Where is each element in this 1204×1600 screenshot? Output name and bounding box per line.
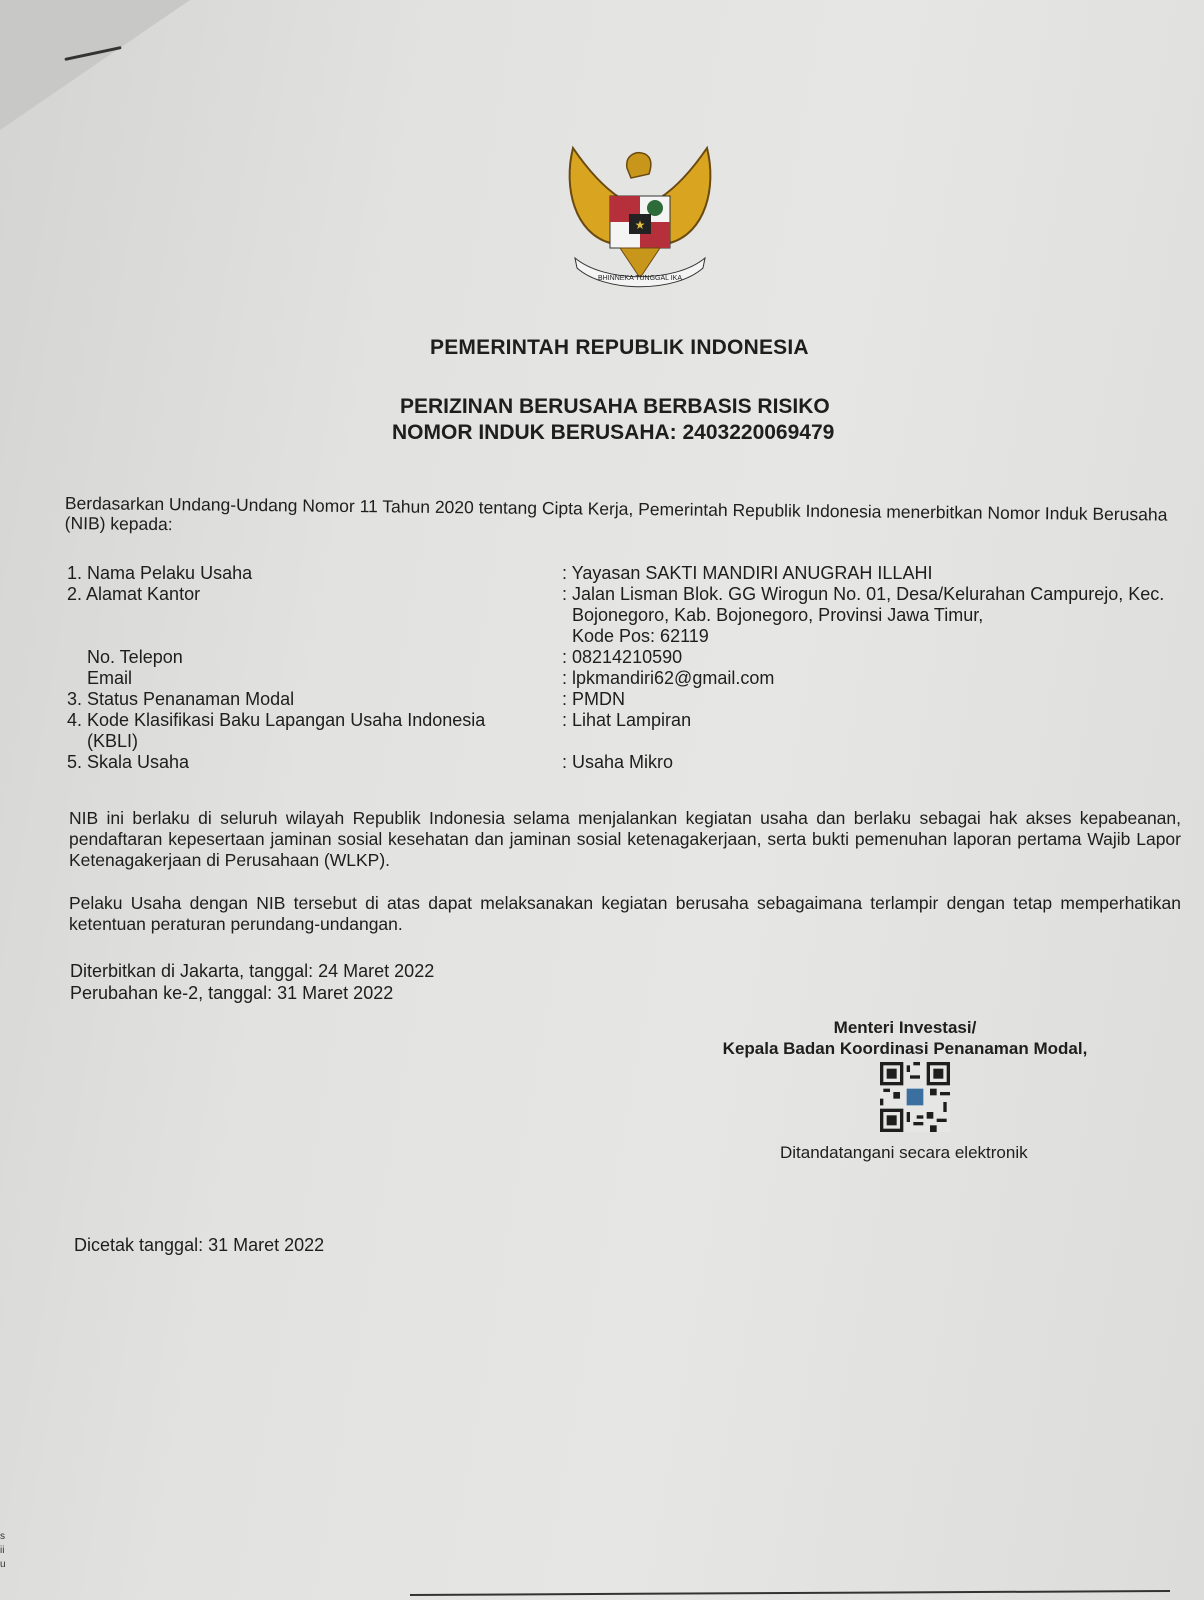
signatory-block: [705, 1017, 1105, 1059]
electronic-signature-note: Ditandatangani secara elektronik: [780, 1143, 1028, 1162]
conditions-paragraph: Pelaku Usaha dengan NIB tersebut di atas dapat melaksanakan kegiatan berusaha sebagaimana terlampir dengan tetap memperhatikan ketentuan peraturan perundang-undangan.: [69, 893, 1181, 934]
intro-paragraph: Berdasarkan Undang-Undang Nomor 11 Tahun 2020 tentang Cipta Kerja, Pemerintah Republik Indonesia menerbitkan Nomor Induk Berusaha (NIB) kepada:: [64, 493, 1168, 535]
qr-code-icon: [880, 1062, 950, 1132]
printed-date: Dicetak tanggal: 31 Maret 2022: [74, 1235, 325, 1255]
signatory-line-2: Kepala Badan Koordinasi Penanaman Modal,: [722, 1039, 1088, 1058]
bottom-border-line: [410, 1590, 1170, 1596]
government-heading: PEMERINTAH REPUBLIK INDONESIA: [430, 336, 809, 359]
signatory-line-1: Menteri Investasi/: [833, 1018, 977, 1037]
nib-number: NOMOR INDUK BERUSAHA: 2403220069479: [392, 421, 835, 444]
validity-paragraph: NIB ini berlaku di seluruh wilayah Republik Indonesia selama menjalankan kegiatan usaha dan berlaku sebagai hak akses kepabeanan, pendaftaran kepesertaan jaminan sosial kesehatan dan jaminan sosial ketenagakerjaan, serta bukti pemenuhan laporan pertama Wajib Lapor Ketenagakerjaan di Perusahaan (WLKP).: [69, 808, 1181, 870]
margin-marks: s ii u: [0, 1531, 6, 1570]
amended-date: Perubahan ke-2, tanggal: 31 Maret 2022: [70, 983, 394, 1003]
svg-text:BHINNEKA TUNGGAL IKA: BHINNEKA TUNGGAL IKA: [597, 275, 683, 282]
issued-date: Diterbitkan di Jakarta, tanggal: 24 Maret 2022: [70, 961, 435, 981]
issue-dates: [70, 960, 434, 1004]
page-corner-fold: [0, 0, 190, 130]
document-title: PERIZINAN BERUSAHA BERBASIS RISIKO: [400, 395, 830, 418]
svg-text:★: ★: [634, 218, 646, 232]
garuda-emblem-icon: [565, 138, 715, 303]
